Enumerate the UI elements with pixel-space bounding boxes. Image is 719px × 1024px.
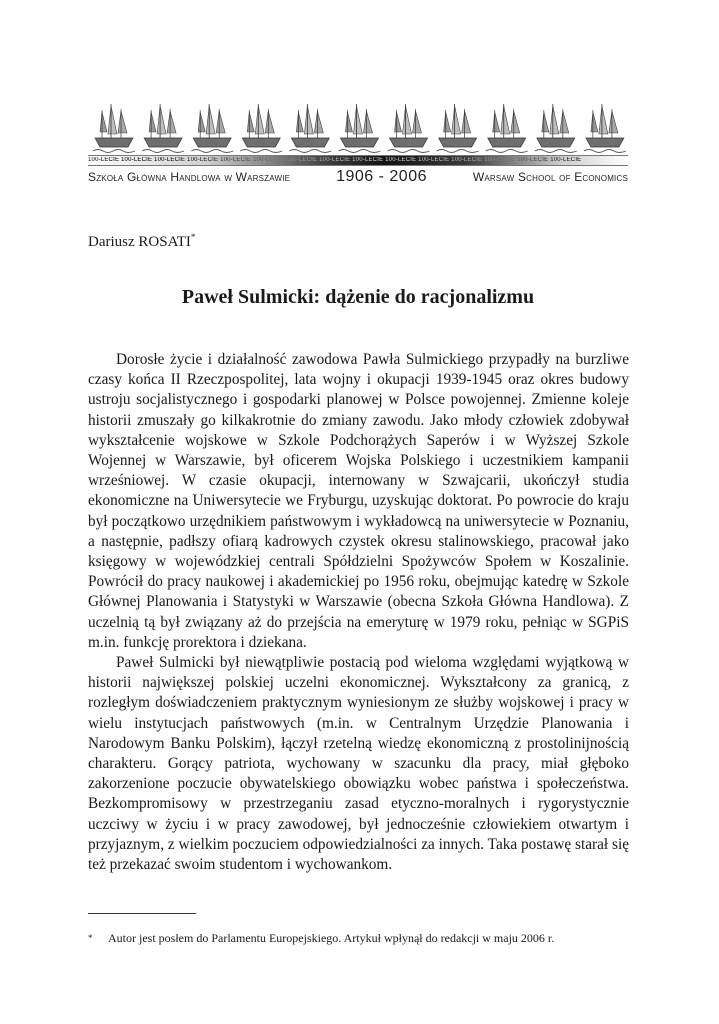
ship-icon xyxy=(142,104,184,153)
ship-icon xyxy=(240,104,282,153)
ship-icon xyxy=(388,104,430,153)
school-name-english: Warsaw School of Economics xyxy=(472,170,628,184)
author-line xyxy=(88,232,195,251)
ship-icon xyxy=(584,104,626,153)
paragraph-1: Dorosłe życie i działalność zawodowa Pawła Sulmickiego przypadły na burzliwe czasy końca II Rzeczpospolitej, lata wojny i okupacji 1939-1945 oraz okres budowy ustroju socjalistycznego i gospodarki planowej w Polsce powojennej. Zmienne koleje historii zmuszały go kilkakrotnie do zmiany zawodu. Jako młody człowiek zdobywał wykształcenie wojskowe w Szkole Podchorążych Saperów i w Wyższej Szkole Wojennej w Warszawie, był oficerem Wojska Polskiego i uczestnikiem kampanii wrześniowej. W czasie okupacji, internowany w Szwajcarii, ukończył studia ekonomiczne na Uniwersytecie we Fryburgu, uzyskując doktorat. Po powrocie do kraju był początkowo urzędnikiem państwowym i wykładowcą na uniwersytecie w Poznaniu, a następnie, padłszy ofiarą kadrowych czystek okresu stalinowskiego, pracował jako księgowy w wojewódzkiej centrali Spółdzielni Spożywców Społem w Koszalinie. Powrócił do pracy naukowej i akademickiej po 1956 roku, obejmując katedrę w Szkole Głównej Planowania i Statystyki w Warszawie (obecna Szkoła Główna Handlowa). Z uczelnią tą był związany aż do przejścia na emeryturę w 1979 roku, pełniąc w SGPiS m.in. funkcję prorektora i dziekana. xyxy=(88,351,629,651)
paragraph-2: Paweł Sulmicki był niewątpliwie postacią pod wieloma względami wyjątkową w historii największej polskiej uczelni ekonomicznej. Wykształcony za granicą, z rozległym doświadczeniem praktycznym wyniesionym ze służby wojskowej i pracy w wielu instytucjach państwowych (m.in. w Centralnym Urzędzie Planowania i Narodowym Banku Polskim), łączył rzetelną wiedzę ekonomiczną z prostolinijnością charakteru. Gorący patriota, wychowany w szacunku dla pracy, miał głęboko zakorzenione poczucie obywatelskiego obowiązku wobec państwa i społeczeństwa. Bezkompromisowy w przestrzeganiu zasad etyczno-moralnych i rygorystycznie uczciwy w życiu i w pracy zawodowej, był jednocześnie człowiekiem otwartym i przyjaznym, z wielkim poczuciem odpowiedzialności za innych. Taka postawę starał się też przekazać swoim studentom i wychowankom. xyxy=(88,654,629,874)
ship-icon xyxy=(289,104,331,153)
footnote xyxy=(88,930,629,946)
ship-icon xyxy=(93,104,135,153)
masthead xyxy=(0,0,719,200)
ship-icon xyxy=(191,104,233,153)
article-title: Paweł Sulmicki: dążenie do racjonalizmu xyxy=(181,286,535,308)
school-name-polish: Szkoła Główna Handlowa w Warszawie xyxy=(88,170,291,184)
ship-icon xyxy=(486,104,528,153)
ship-icon xyxy=(338,104,380,153)
ribbon-text: 100-LECIE 100-LECIE 100-LECIE 100-LECIE 100-LECIE 100-LECIE 100-LECIE 100-LECIE 100-LECIE 100-LECIE 100-LECIE 100-LECIE 100-LECIE 100-LECIE 100-LECIE xyxy=(88,157,582,163)
author-footnote-mark: * xyxy=(190,232,196,242)
ship-icon xyxy=(535,104,577,153)
footnote-text: Autor jest posłem do Parlamentu Europejskiego. Artykuł wpłynął do redakcji w maju 2006 r. xyxy=(108,931,555,945)
footnote-separator xyxy=(88,913,196,914)
author-name: Dariusz ROSATI xyxy=(88,234,191,250)
school-banner xyxy=(88,168,628,188)
article-body xyxy=(88,350,629,875)
ship-icon xyxy=(437,104,479,153)
centenary-ribbon xyxy=(88,155,628,166)
centenary-years: 1906 - 2006 xyxy=(336,168,427,185)
ship-emblem-row xyxy=(88,102,628,154)
footnote-mark: * xyxy=(88,933,93,943)
